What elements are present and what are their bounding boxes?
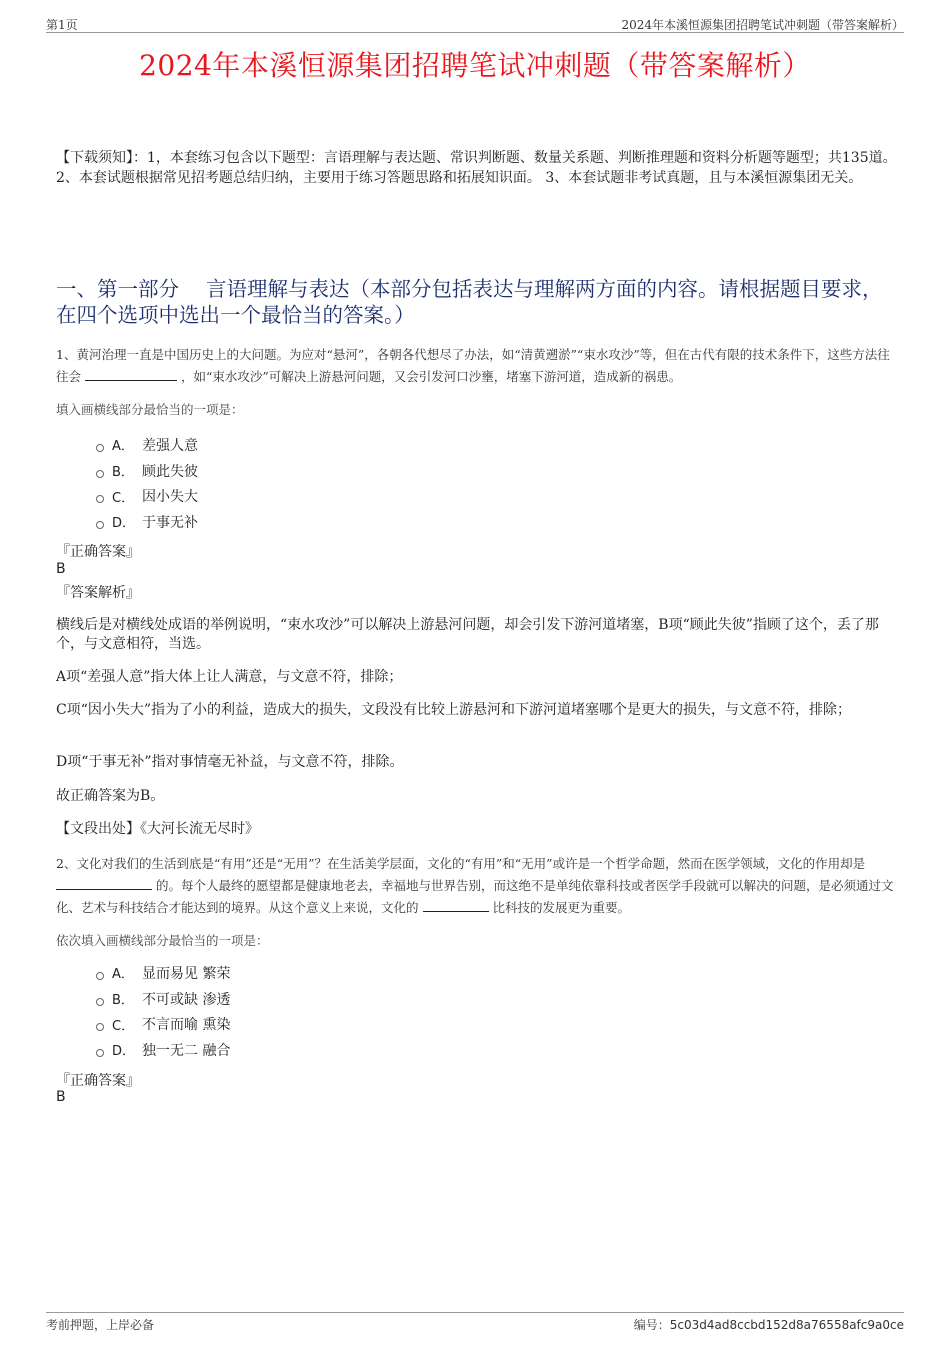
question-2-stem-part1: 2、文化对我们的生活到底是“有用”还是“无用”？在生活美学层面，文化的“有用”和“无用”或许是一个哲学命题，然而在医学领域，文化的作用却是 <box>56 856 866 871</box>
option-text: 不可或缺 渗透 <box>142 991 231 1008</box>
question-1-prompt: 填入画横线部分最恰当的一项是： <box>56 402 244 417</box>
option-text: 顾此失彼 <box>142 463 198 480</box>
footer-code-label: 编号： <box>633 1318 670 1332</box>
download-notice: 【下载须知】：1，本套练习包含以下题型：言语理解与表达题、常识判断题、数量关系题、判断推理题和资料分析题等题型；共135道。 2、本套试题根据常见招考题总结归纳，主要用于练习答题思路和拓展知识面。 3、本套试题非考试真题，且与本溪恒源集团无关。 <box>56 150 897 186</box>
page-footer <box>46 1312 904 1333</box>
fill-blank <box>85 367 177 381</box>
question-2-stem <box>56 853 896 919</box>
option-letter: B． <box>112 465 134 481</box>
answer-value: B <box>56 1089 66 1105</box>
option-letter: A． <box>112 439 134 455</box>
page-header <box>46 14 904 33</box>
analysis-paragraph: A项“差强人意”指大体上让人满意，与文意不符，排除； <box>56 669 403 685</box>
option-a[interactable] <box>96 432 198 458</box>
fill-blank <box>56 876 152 890</box>
question-2-stem-part3: 比科技的发展更为重要。 <box>492 900 630 915</box>
option-letter: C． <box>112 490 135 506</box>
header-doc-title: 2024年本溪恒源集团招聘笔试冲刺题（带答案解析） <box>621 18 904 32</box>
option-text: 差强人意 <box>142 437 198 454</box>
analysis-label: 『答案解析』 <box>56 585 140 601</box>
page-number: 第1页 <box>46 18 78 32</box>
footer-code <box>634 1316 904 1333</box>
question-1-options <box>96 432 198 535</box>
page-title: 2024年本溪恒源集团招聘笔试冲刺题（带答案解析） <box>139 49 811 82</box>
option-text: 独一无二 融合 <box>142 1042 231 1059</box>
footer-code-value: 5c03d4ad8ccbd152d8a76558afc9a0ce <box>669 1318 904 1332</box>
radio-icon[interactable] <box>96 495 104 503</box>
analysis-paragraph: 横线后是对横线处成语的举例说明，“束水攻沙”可以解决上游悬河问题，却会引发下游河道堵塞，B项“顾此失彼”指顾了这个，丢了那个，与文意相符，当选。 <box>56 617 879 652</box>
question-1-stem-part2: ，如“束水攻沙”可解决上游悬河问题，又会引发河口沙壅，堵塞下游河道，造成新的祸患。 <box>180 369 682 384</box>
section-title: 一、第一部分 言语理解与表达（本部分包括表达与理解两方面的内容。请根据题目要求，在四个选项中选出一个最恰当的答案。） <box>56 277 883 327</box>
radio-icon[interactable] <box>96 470 104 478</box>
option-b[interactable] <box>96 986 230 1012</box>
radio-icon[interactable] <box>96 972 104 980</box>
source-citation: 【文段出处】《大河长流无尽时》 <box>56 821 259 837</box>
option-c[interactable] <box>96 483 198 509</box>
answer-label: 『正确答案』 <box>56 544 140 560</box>
question-1-stem <box>56 344 896 388</box>
option-d[interactable] <box>96 509 198 535</box>
option-d[interactable] <box>96 1037 230 1063</box>
radio-icon[interactable] <box>96 521 104 529</box>
answer-label: 『正确答案』 <box>56 1073 140 1089</box>
option-letter: A． <box>112 967 134 983</box>
analysis-conclusion: 故正确答案为B。 <box>56 788 165 804</box>
option-letter: D． <box>112 1044 136 1060</box>
option-a[interactable] <box>96 960 230 986</box>
analysis-paragraph: D项“于事无补”指对事情毫无补益，与文意不符，排除。 <box>56 754 404 770</box>
option-letter: C． <box>112 1018 135 1034</box>
option-c[interactable] <box>96 1011 230 1037</box>
radio-icon[interactable] <box>96 1049 104 1057</box>
option-text: 不言而喻 熏染 <box>142 1017 231 1034</box>
fill-blank <box>423 898 489 912</box>
question-1-stem-part1: 1、黄河治理一直是中国历史上的大问题。为应对“悬河”，各朝各代想尽了办法，如“清黄遡淤”“束水攻沙”等，但在古代有限的技术条件下，这些方法往往会 <box>56 347 890 384</box>
option-text: 因小失大 <box>142 489 198 506</box>
question-2-options <box>96 960 230 1063</box>
option-letter: B． <box>112 993 134 1009</box>
answer-value: B <box>56 561 66 577</box>
radio-icon[interactable] <box>96 444 104 452</box>
question-2-prompt: 依次填入画横线部分最恰当的一项是： <box>56 933 269 948</box>
option-b[interactable] <box>96 458 198 484</box>
option-text: 显而易见 繁荣 <box>142 965 231 982</box>
option-text: 于事无补 <box>142 514 198 531</box>
footer-slogan: 考前押题，上岸必备 <box>46 1318 155 1332</box>
analysis-paragraph: C项“因小失大”指为了小的利益，造成大的损失，文段没有比较上游悬河和下游河道堵塞哪个是更大的损失，与文意不符，排除； <box>56 702 852 718</box>
radio-icon[interactable] <box>96 1023 104 1031</box>
radio-icon[interactable] <box>96 998 104 1006</box>
option-letter: D． <box>112 516 136 532</box>
question-2-stem-part2: 的。每个人最终的愿望都是健康地老去，幸福地与世界告别，而这绝不是单纯依靠科技或者医学手段就可以解决的问题，是必须通过文化、艺术与科技结合才能达到的境界。从这个意义上来说，文化的 <box>56 878 894 915</box>
